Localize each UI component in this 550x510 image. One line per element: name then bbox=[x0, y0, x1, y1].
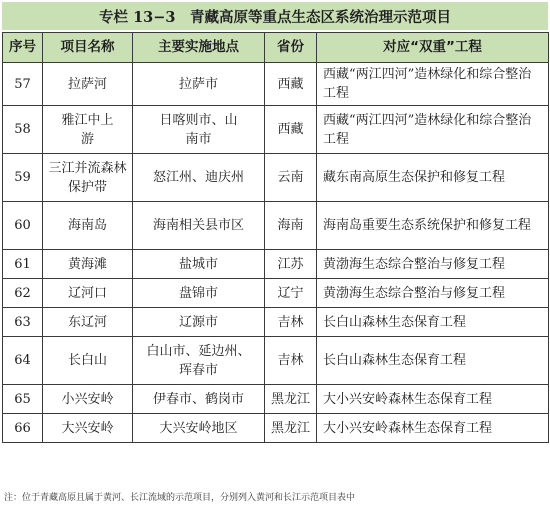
row-province: 江苏 bbox=[265, 250, 317, 279]
row-project: 黄渤海生态综合整治与修复工程 bbox=[317, 279, 549, 308]
row-province: 辽宁 bbox=[265, 279, 317, 308]
row-place: 盐城市 bbox=[133, 250, 265, 279]
table-row bbox=[3, 308, 549, 337]
row-project: 西藏“两江四河”造林绿化和综合整治工程 bbox=[317, 63, 549, 106]
row-project: 长白山森林生态保育工程 bbox=[317, 337, 549, 385]
row-province: 西藏 bbox=[265, 106, 317, 154]
row-no: 61 bbox=[3, 250, 43, 279]
row-name: 东辽河 bbox=[43, 308, 133, 337]
row-province: 黑龙江 bbox=[265, 385, 317, 414]
header-no: 序号 bbox=[3, 33, 43, 63]
row-place: 怒江州、迪庆州 bbox=[133, 154, 265, 202]
row-name: 小兴安岭 bbox=[43, 385, 133, 414]
row-name: 大兴安岭 bbox=[43, 414, 133, 443]
row-no: 65 bbox=[3, 385, 43, 414]
row-place: 大兴安岭地区 bbox=[133, 414, 265, 443]
row-place: 海南相关县市区 bbox=[133, 202, 265, 250]
row-place: 盘锦市 bbox=[133, 279, 265, 308]
row-province: 云南 bbox=[265, 154, 317, 202]
row-place: 白山市、延边州、珲春市 bbox=[133, 337, 265, 385]
table-row bbox=[3, 250, 549, 279]
row-no: 58 bbox=[3, 106, 43, 154]
row-name: 海南岛 bbox=[43, 202, 133, 250]
row-name: 黄海滩 bbox=[43, 250, 133, 279]
row-place: 辽源市 bbox=[133, 308, 265, 337]
footnote: 注：位于青藏高原且属于黄河、长江流域的示范项目，分别列入黄河和长江示范项目表中 bbox=[4, 493, 356, 503]
row-project: 大小兴安岭森林生态保育工程 bbox=[317, 385, 549, 414]
row-no: 63 bbox=[3, 308, 43, 337]
project-table bbox=[2, 32, 549, 443]
row-province: 黑龙江 bbox=[265, 414, 317, 443]
row-province: 海南 bbox=[265, 202, 317, 250]
header-place: 主要实施地点 bbox=[133, 33, 265, 63]
row-project: 长白山森林生态保育工程 bbox=[317, 308, 549, 337]
row-no: 60 bbox=[3, 202, 43, 250]
row-no: 64 bbox=[3, 337, 43, 385]
row-place: 伊春市、鹤岗市 bbox=[133, 385, 265, 414]
row-project: 海南岛重要生态系统保护和修复工程 bbox=[317, 202, 549, 250]
row-project: 大小兴安岭森林生态保育工程 bbox=[317, 414, 549, 443]
row-project: 藏东南高原生态保护和修复工程 bbox=[317, 154, 549, 202]
row-no: 57 bbox=[3, 63, 43, 106]
row-no: 59 bbox=[3, 154, 43, 202]
table-title: 专栏 13−3 青藏高原等重点生态区系统治理示范项目 bbox=[2, 2, 548, 30]
row-name: 长白山 bbox=[43, 337, 133, 385]
row-province: 吉林 bbox=[265, 337, 317, 385]
row-no: 62 bbox=[3, 279, 43, 308]
table-row bbox=[3, 414, 549, 443]
row-no: 66 bbox=[3, 414, 43, 443]
row-name: 拉萨河 bbox=[43, 63, 133, 106]
table-row bbox=[3, 202, 549, 250]
row-place: 日喀则市、山南市 bbox=[133, 106, 265, 154]
row-name: 辽河口 bbox=[43, 279, 133, 308]
table-row bbox=[3, 385, 549, 414]
table-row bbox=[3, 106, 549, 154]
table-row bbox=[3, 63, 549, 106]
header-name: 项目名称 bbox=[43, 33, 133, 63]
table-row bbox=[3, 279, 549, 308]
row-project: 西藏“两江四河”造林绿化和综合整治工程 bbox=[317, 106, 549, 154]
row-place: 拉萨市 bbox=[133, 63, 265, 106]
table-row bbox=[3, 337, 549, 385]
header-province: 省份 bbox=[265, 33, 317, 63]
header-project: 对应“双重”工程 bbox=[317, 33, 549, 63]
row-name: 三江并流森林保护带 bbox=[43, 154, 133, 202]
table-row bbox=[3, 154, 549, 202]
row-name: 雅江中上游 bbox=[43, 106, 133, 154]
row-project: 黄渤海生态综合整治与修复工程 bbox=[317, 250, 549, 279]
row-province: 西藏 bbox=[265, 63, 317, 106]
header-row bbox=[3, 33, 549, 63]
row-province: 吉林 bbox=[265, 308, 317, 337]
